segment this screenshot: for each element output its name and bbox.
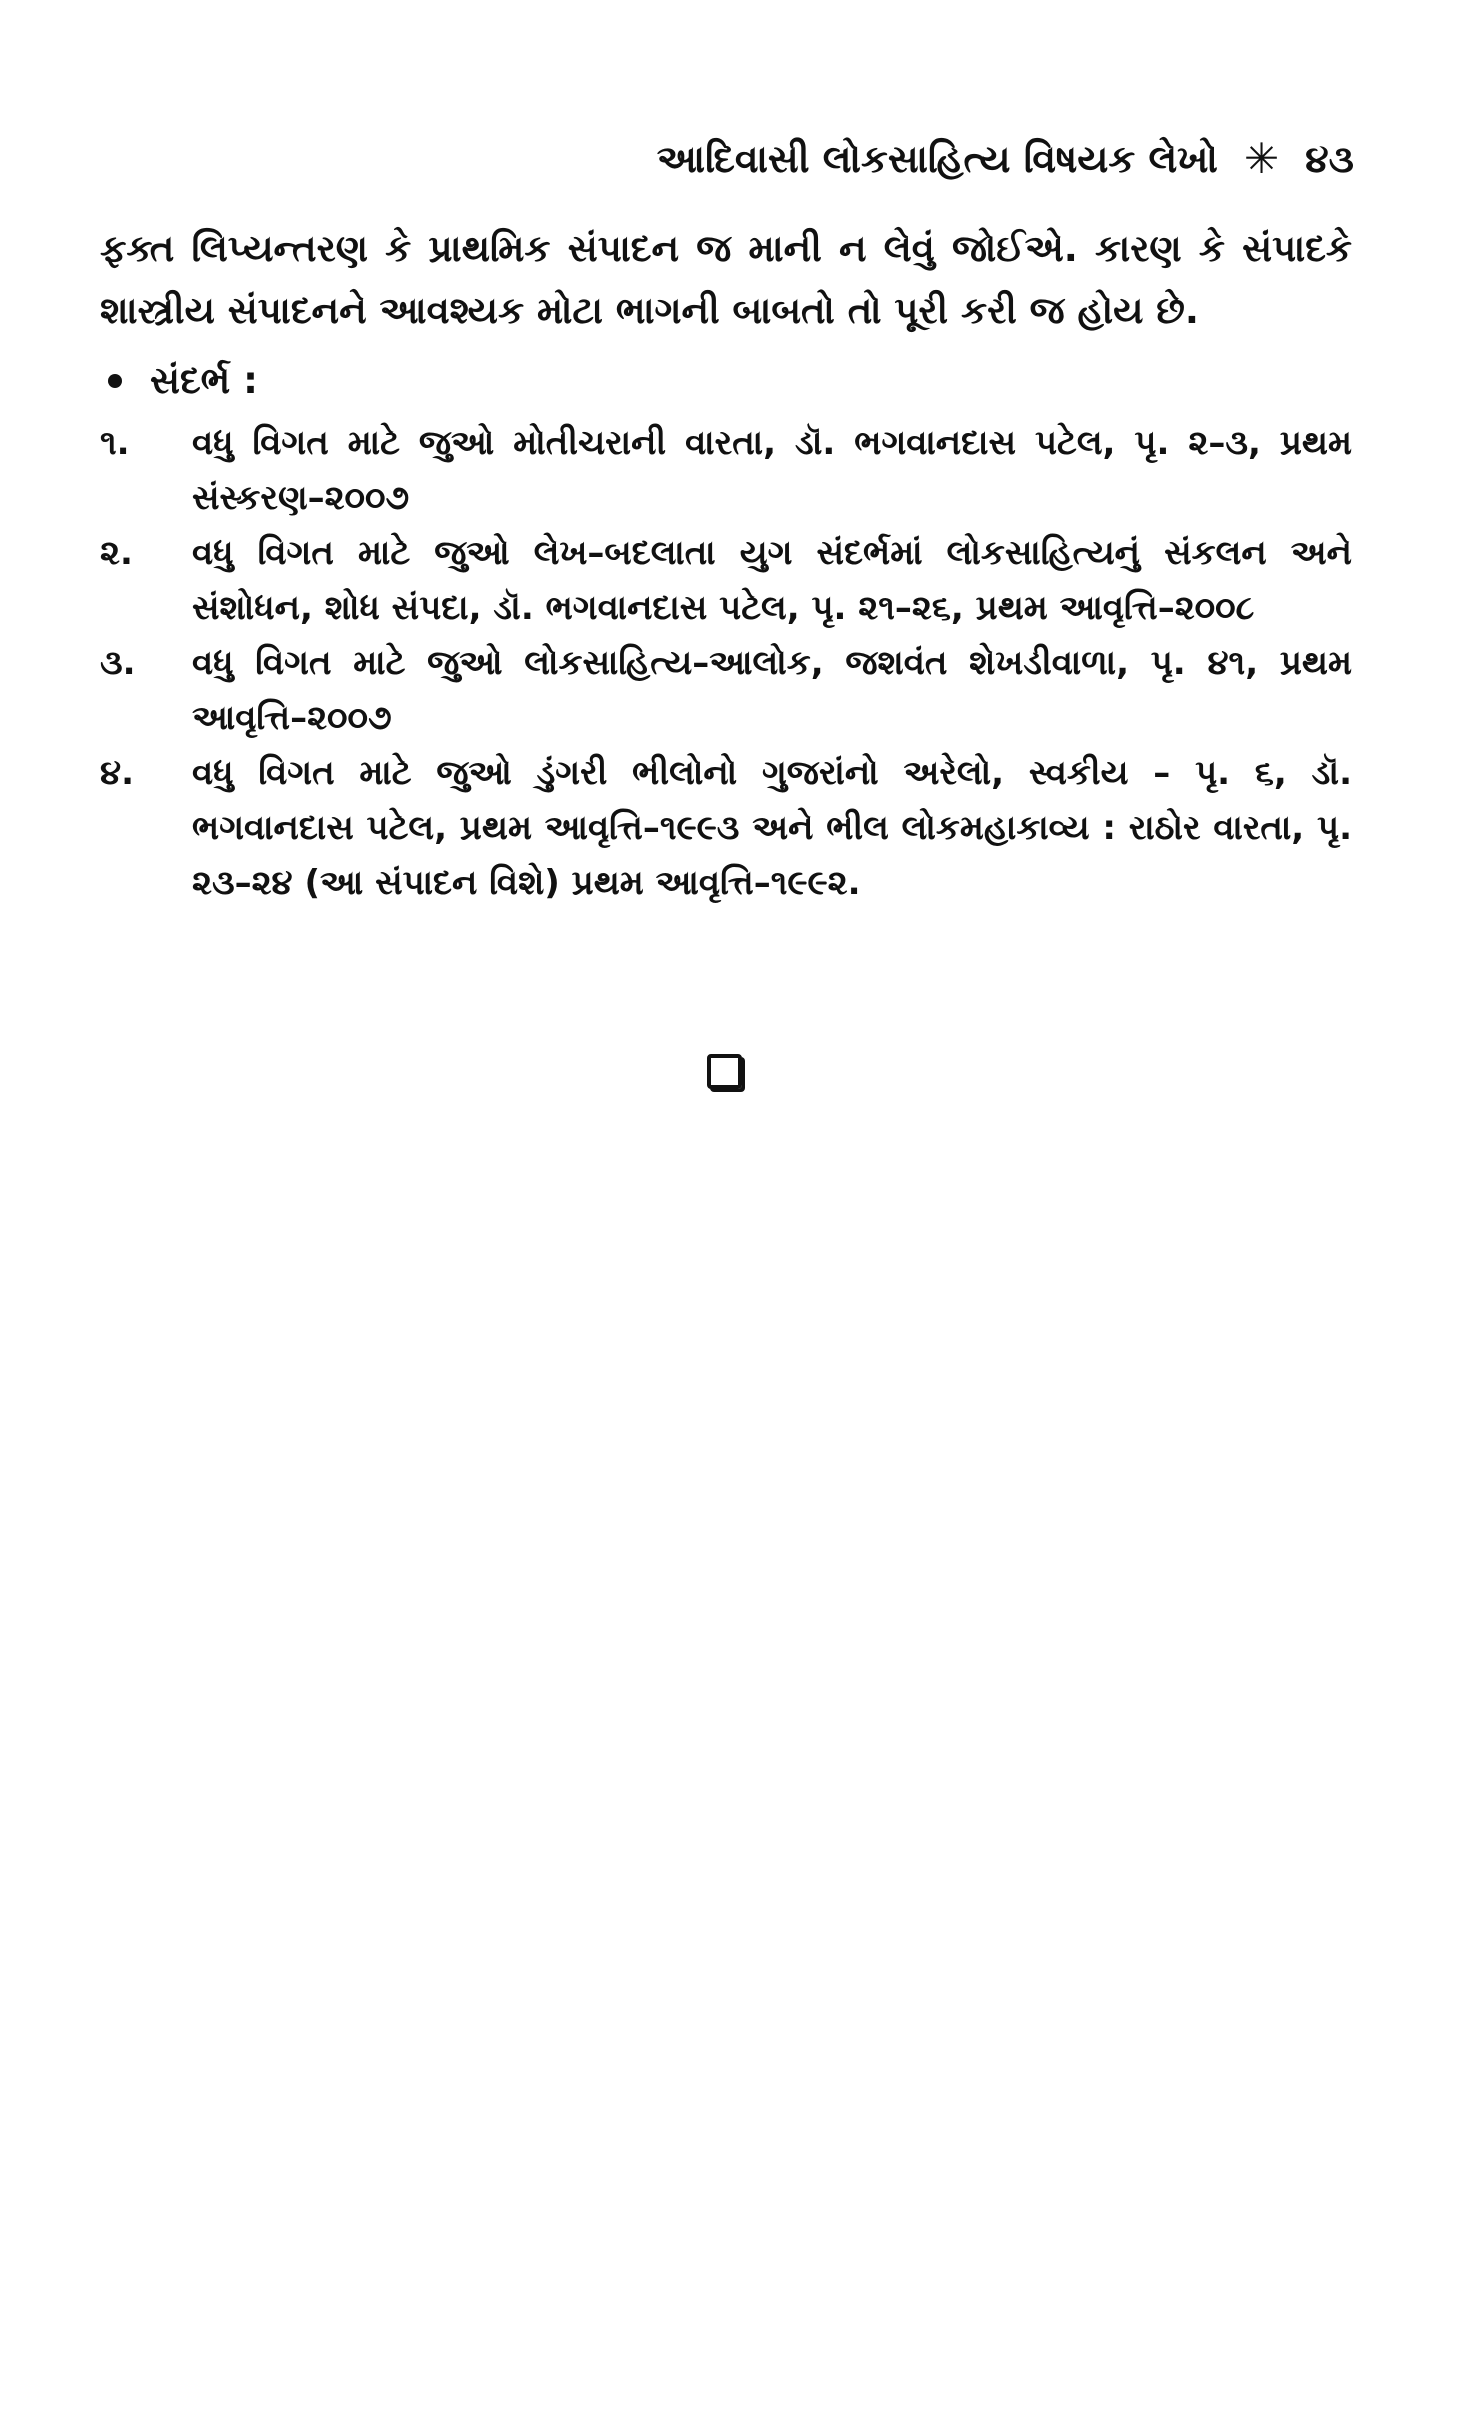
reference-number: ૪. (100, 753, 134, 793)
end-of-section-square-icon (707, 1054, 742, 1089)
reference-text: વધુ વિગત માટે જુઓ લેખ–બદલાતા યુગ સંદર્ભમાં લોકસાહિત્યનું સંકલન અને સંશોધન, શોધ સંપદા, ડૉ. ભગવાનદાસ પટેલ, પૃ. ૨૧–૨૬, પ્રથમ આવૃત્તિ–૨૦૦૮ (192, 533, 1352, 628)
reference-number: ૧. (100, 423, 130, 463)
reference-item (100, 416, 1352, 526)
reference-text: વધુ વિગત માટે જુઓ મોતીચરાની વારતા, ડૉ. ભગવાનદાસ પટેલ, પૃ. ૨–૩, પ્રથમ સંસ્કરણ–૨૦૦૭ (192, 423, 1352, 518)
references-heading (100, 350, 1352, 412)
references-heading-label: સંદર્ભ : (150, 359, 258, 402)
reference-item (100, 746, 1352, 911)
reference-number: ૨. (100, 533, 133, 573)
bullet-icon (108, 374, 122, 388)
star-separator-icon: ✳ (1243, 134, 1280, 183)
reference-text: વધુ વિગત માટે જુઓ લોકસાહિત્ય–આલોક, જશવંત શેખડીવાળા, પૃ. ૪૧, પ્રથમ આવૃત્તિ–૨૦૦૭ (192, 643, 1352, 738)
page-number: ૪૩ (1305, 137, 1354, 181)
body-paragraph: ફક્ત લિપ્યન્તરણ કે પ્રાથમિક સંપાદન જ માની ન લેવું જોઈએ. કારણ કે સંપાદકે શાસ્ત્રીય સંપાદનને આવશ્યક મોટા ભાગની બાબતો તો પૂરી કરી જ હોય છે. (100, 227, 1352, 332)
main-content (100, 218, 1352, 911)
reference-item (100, 636, 1352, 746)
running-header (656, 134, 1354, 183)
reference-item (100, 526, 1352, 636)
references-list (100, 416, 1352, 911)
reference-text: વધુ વિગત માટે જુઓ ડુંગરી ભીલોનો ગુજરાંનો અરેલો, સ્વકીય – પૃ. ૬, ડૉ. ભગવાનદાસ પટેલ, પ્રથમ આવૃત્તિ–૧૯૯૩ અને ભીલ લોકમહાકાવ્ય : રાઠોર વારતા, પૃ. ૨૩–૨૪ (આ સંપાદન વિશે) પ્રથમ આવૃત્તિ–૧૯૯૨. (192, 753, 1352, 903)
header-title: આદિવાસી લોકસાહિત્ય વિષયક લેખો (656, 137, 1218, 181)
reference-number: ૩. (100, 643, 136, 683)
